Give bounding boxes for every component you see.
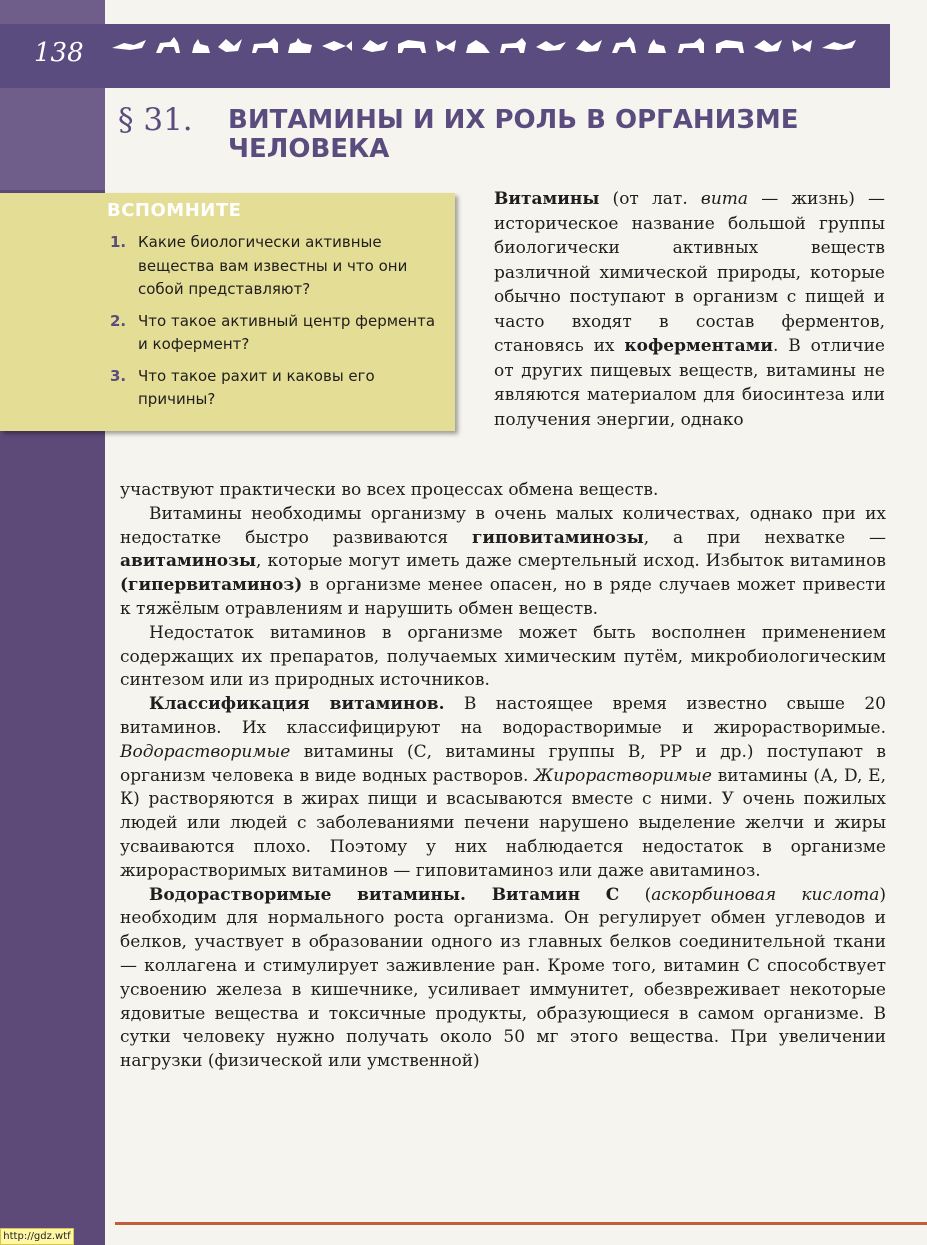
snail-icon xyxy=(466,40,490,53)
recall-heading: ВСПОМНИТЕ xyxy=(107,200,242,221)
recall-question-list xyxy=(110,231,440,420)
paragraph-text: витамины (А, D, Е, К) растворяются в жирах пищи и всасываются вместе с ними. У очень пожилых людей или людей с заболеваниями печени нарушено выделение желчи и жиры усваиваются плохо. Поэтому у них наблюдается недостаток в организме жирорастворимых витаминов — гиповитаминоз или даже авитаминоз. xyxy=(120,765,886,881)
intro-paragraph xyxy=(494,187,885,432)
paragraph-sources: Недостаток витаминов в организме может быть восполнен применением содержащих их препаратов, получаемых химическим путём, микробиологическим синтезом или из природных источников. xyxy=(120,622,886,691)
section-heading: ВИТАМИНЫ И ИХ РОЛЬ В ОРГАНИЗМЕ ЧЕЛОВЕКА xyxy=(228,105,799,164)
paragraph-vitamin-c xyxy=(120,884,886,1074)
latin-word: вита xyxy=(700,189,749,209)
term-water-soluble: Водорастворимые xyxy=(120,741,291,762)
term-coenzymes: коферментами xyxy=(624,336,773,356)
term-fat-soluble: Жирорастворимые xyxy=(534,765,712,786)
buffalo-icon xyxy=(716,40,744,53)
paragraph-hypovitaminosis xyxy=(120,503,886,622)
question-text: Какие биологически активные вещества вам известны и что они собой представляют? xyxy=(138,233,408,298)
bird-icon xyxy=(576,40,602,52)
bird-icon xyxy=(112,40,146,50)
horse-icon xyxy=(678,38,704,53)
subheading-vitamin-c: Водорастворимые витамины. Витамин С xyxy=(149,884,620,905)
paragraph-text: в организме менее опасен, но в ряде случаев может привести к тяжёлым отравлениям и нарушить обмен веществ. xyxy=(120,575,886,619)
paragraph-text: ) необходим для нормального роста организма. Он регулирует обмен углеводов и белков, участвует в образовании одного из главных белков соединительной ткани — коллагена и стимулирует заживление ран. Кроме того, витамин С способствует усвоению железа в кишечнике, усиливает иммунитет, обезвреживает некоторые ядовитые вещества и токсичные продукты, образующиеся в самом организме. В сутки человеку нужно получать около 50 мг этого вещества. При увеличении нагрузки (физической или умственной) xyxy=(120,884,886,1072)
paragraph-text: , а при нехватке — xyxy=(643,527,886,548)
term-hypervitaminosis: (гипервитаминоз) xyxy=(120,575,303,596)
paragraph-text: , которые могут иметь даже смертельный исход. Избыток витаминов xyxy=(256,551,886,572)
dog-icon xyxy=(500,38,526,53)
term-vitamins: Витамины xyxy=(494,189,600,209)
deer-icon xyxy=(156,37,180,53)
footer-line xyxy=(115,1222,927,1225)
paragraph-text: В настоящее время известно свыше 20 витаминов. Их классифицируют на водорастворимые и жирорастворимые. xyxy=(120,694,887,738)
paragraph-text: ( xyxy=(619,884,652,905)
paragraph-text: витамины (С, витамины группы В, РР и др.) поступают в организм человека в виде водных растворов. xyxy=(120,741,886,786)
rabbit-icon xyxy=(648,39,666,53)
term-ascorbic-acid: аскорбиновая кислота xyxy=(651,884,880,905)
recall-question xyxy=(110,310,440,357)
term-avitaminosis: авитаминозы xyxy=(120,551,257,572)
subheading-classification: Классификация витаминов. xyxy=(149,694,445,715)
body-text xyxy=(120,479,886,1074)
deer-icon xyxy=(612,37,636,53)
recall-question xyxy=(110,365,440,412)
animal-silhouettes-decoration xyxy=(112,34,872,58)
question-number: 3. xyxy=(110,366,127,385)
intro-text: (от лат. xyxy=(599,189,701,209)
question-number: 2. xyxy=(110,311,127,330)
paragraph-text: Витамины необходимы организму в очень малых количествах, однако при их недостатке быстро развиваются xyxy=(120,503,886,548)
paragraph-continuation: участвуют практически во всех процессах обмена веществ. xyxy=(120,480,659,500)
bird-icon xyxy=(536,41,566,51)
intro-text: — жизнь) — историческое название большой группы биологически активных веществ различной химической природы, которые обычно поступают в организм с пищей и часто входят в состав ферментов, становясь их xyxy=(494,189,885,356)
watermark-link[interactable]: http://gdz.wtf xyxy=(0,1228,74,1245)
question-number: 1. xyxy=(110,233,127,251)
page-number: 138 xyxy=(34,38,84,68)
term-hypovitaminosis: гиповитаминозы xyxy=(471,527,644,548)
fish-icon xyxy=(322,41,352,51)
bird-icon xyxy=(362,40,388,52)
cat-icon xyxy=(288,38,312,53)
question-text: Что такое активный центр фермента и кофермент? xyxy=(138,311,436,353)
section-number: § 31. xyxy=(118,102,193,138)
rabbit-icon xyxy=(192,39,210,53)
horse-icon xyxy=(252,38,278,53)
recall-question xyxy=(110,231,440,302)
bird-icon xyxy=(218,39,242,52)
butterfly-icon xyxy=(436,40,456,52)
bird-icon xyxy=(754,40,782,52)
bird-icon xyxy=(822,40,856,50)
buffalo-icon xyxy=(398,40,426,53)
paragraph-classification xyxy=(120,693,886,883)
intro-text: . В отличие от других пищевых веществ, витамины не являются материалом для биосинтеза или получения энергии, однако xyxy=(494,336,885,430)
butterfly-icon xyxy=(792,40,812,52)
question-text: Что такое рахит и каковы его причины? xyxy=(138,366,375,408)
